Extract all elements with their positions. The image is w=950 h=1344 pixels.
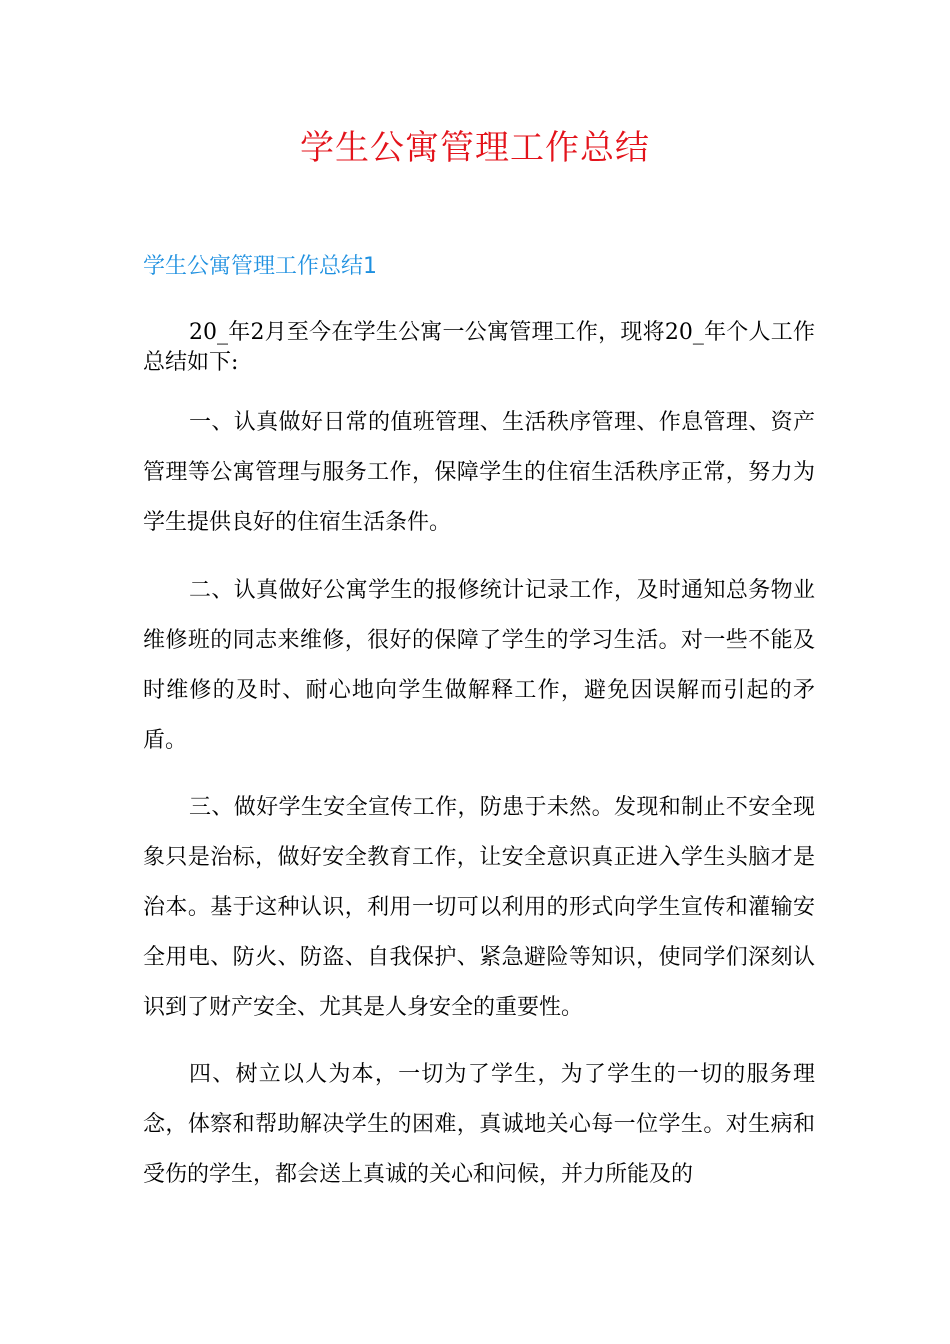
- paragraph-4: 四、树立以人为本，一切为了学生，为了学生的一切的服务理念，体察和帮助解决学生的困难，真诚地关心每一位学生。对生病和受伤的学生，都会送上真诚的关心和问候，并力所能及的: [143, 1062, 815, 1187]
- paragraph-3: 三、做好学生安全宣传工作，防患于未然。发现和制止不安全现象只是治标，做好安全教育工作，让安全意识真正进入学生头脑才是治本。基于这种认识，利用一切可以利用的形式向学生宣传和灌输安全用电、防火、防盗、自我保护、紧急避险等知识，使同学们深刻认识到了财产安全、尤其是人身安全的重要性。: [143, 795, 815, 1020]
- paragraph-intro: 20_年2月至今在学生公寓一公寓管理工作，现将20_年个人工作总结如下:: [143, 320, 815, 375]
- document-title: 学生公寓管理工作总结: [300, 128, 650, 168]
- paragraph-1: 一、认真做好日常的值班管理、生活秩序管理、作息管理、资产管理等公寓管理与服务工作，保障学生的住宿生活秩序正常，努力为学生提供良好的住宿生活条件。: [143, 410, 815, 535]
- section-heading: 学生公寓管理工作总结1: [143, 254, 377, 279]
- paragraph-2: 二、认真做好公寓学生的报修统计记录工作，及时通知总务物业维修班的同志来维修，很好的保障了学生的学习生活。对一些不能及时维修的及时、耐心地向学生做解释工作，避免因误解而引起的矛盾。: [143, 578, 815, 753]
